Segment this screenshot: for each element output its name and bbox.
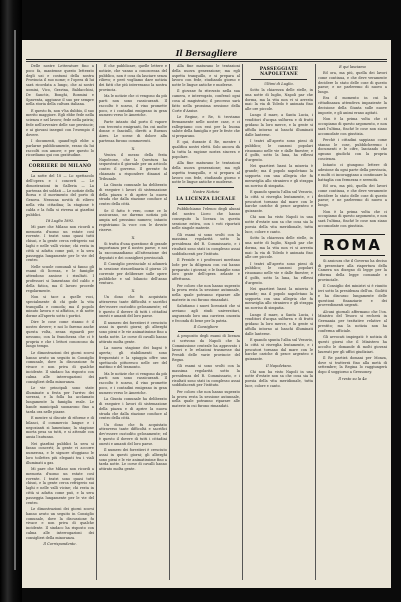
paragraph: Parte intanto dal porto il vapore con trecento emigranti, fra cui molte donne e fanciulli, diretti a Buenos Aires. Le scene di dolore alla partenza furono commoventi.: [99, 119, 167, 143]
paragraph: E quando spunta l'alba sul Vesuvio, la città si risveglia lentamente, e i pescatori tornano dal mare con le barche cariche di pesce argenteo e guizzante.: [245, 189, 313, 214]
column-separator: [169, 64, 170, 580]
paragraph: Mi pare che Milano non ricordi a memoria d'uomo un estate così rovente. I teatri sono quasi tutti chiusi, e la gente cerca refrigerio sui laghi e nelle valli vicine; chi resta in città si adatta come può, e la sera passeggia lungamente per le vie del centro.: [26, 224, 94, 263]
divider: [32, 160, 88, 161]
paragraph: Il Consiglio dei ministri si è riunito ieri sotto la presidenza dell'on. Giolitti e ha discusso lungamente delle questioni finanziarie e dei provvedimenti urgenti.: [318, 284, 387, 308]
paragraph: Perchè i cittadini sappiano come stanno le cose, pubblicheremo i documenti e le cifre, lasciando che ognuno giudichi con la propria coscienza.: [318, 137, 387, 162]
column-separator: [315, 64, 316, 580]
paragraph: Le vie principali sono state illuminate a festa per l'arrivo dei sovrani, e la folla ha acclamato lungamente la famiglia reale. Le bande municipali suonarono fino a tarda ora nelle piazze.: [26, 385, 94, 414]
paragraph: Gli esami si sono svolti con la massima regolarità sotto la presidenza del R. Commissario, e i risultati sono stati in complesso assai soddisfacenti per l'istituto.: [172, 232, 240, 256]
paragraph: Le dimostrazioni dei giorni scorsi hanno avuto un seguito in Consiglio comunale, dove la discussione fu vivace e non priva di qualche incidente. Il sindaco ha risposto con calma alle interrogazioni dei consiglieri della minoranza.: [26, 350, 94, 384]
paragraph: Chi non ha visto Napoli in una notte d'estate non sa che cosa sia la poesia della vita meridionale, tutta luce, colore e canto.: [245, 215, 313, 234]
paragraph: Non si tace a quelle voci, specialmente di chi gode la vita tranquilla e comoda; ma il popolo minuto lavora e si affatica, e di notte dorme all'aperto sotto i portici.: [26, 294, 94, 319]
section-mark: X: [131, 145, 135, 151]
paragraph: Lungo il mare, a Santa Lucia, i venditori d'acqua sulfurea e di frutti gridano la loro merce, e la gente si affolla intorno ai banchi illuminati dalle lanterne.: [245, 113, 313, 137]
paragraph: E mentre si discute di riforme e di bilanci, il commercio langue e i negozianti si lamentano; la stagione morta pesa su tutti, e si attende con ansia l'autunno.: [26, 416, 94, 440]
masthead-rule: [26, 59, 387, 60]
paragraph: Ma le notizie che ci vengono da più parti non sono rassicuranti. Il raccolto è scarso, il vino promette poco, e i contadini emigrano in gran numero verso le Americhe.: [99, 94, 167, 118]
book-binding: [0, 0, 22, 602]
paragraph: Le dimostrazioni dei giorni scorsi hanno avuto un seguito in Consiglio comunale, dove la discussione fu vivace e non priva di qualche incidente. Il sindaco ha risposto con calma alle interrogazioni dei consiglieri della minoranza.: [26, 506, 94, 540]
paragraph: Pubblichiamo l'elenco degli alunni del nostro Liceo che hanno conseguito la licenza in questa sessione estiva, con i voti riportati nelle singole materie.: [172, 207, 240, 231]
paragraph: Gli esami si sono svolti con la massima regolarità sotto la presidenza del R. Commissario, e i risultati sono stati in complesso assai soddisfacenti per l'istituto.: [172, 364, 240, 388]
paragraph: E questo fu, non v'ha dubbio, il suo merito maggiore. Egli ebbe fede nella scienza e nel lavoro; fede nella patria; fede nell'avvenire delle sue provincie; e ai giovani insegnò con l'esempio il dovere.: [26, 108, 94, 137]
paragraph: Sotto la chiarezza delle stelle, in una notte di luglio, Napoli par che dorma, ma la vita non vi si arresta mai: la via di Toledo è animata fino alle ore piccole.: [245, 88, 313, 112]
paragraph: Intanto ci giungono lettere di adesione da ogni parte della provincia, e molti ci incoraggiano a continuare la battaglia con fermezza e serenità.: [318, 163, 387, 182]
dateline: 18 Luglio 1892.: [45, 218, 75, 223]
masthead-rule-lower: [26, 61, 387, 62]
paragraph: Alla fine maturano le tentazioni della nuova generazione; ma egli aspetta tranquillo, e si prepara al lavoro con fede, studiando giorno e notte le lingue antiche e moderne.: [172, 161, 240, 185]
paragraph: Era il momento in cui la cittadinanza attendeva impaziente la decisione della Giunta sulle nuove imposte, e gli animi erano agitati.: [318, 96, 387, 115]
paragraph: La Giunta comunale ha deliberato di eseguire i lavori di sistemazione della piazza e di aprire la nuova strada che dalla stazione conduce al centro della città.: [99, 397, 167, 421]
paragraph: Per coloro che non hanno superato la prova resta la sessione autunnale, nella quale potranno riparare alle materie in cui furono rimandati.: [172, 389, 240, 409]
dateline: Ultimi di Luglio.: [264, 82, 294, 86]
paragraph: I teatri all'aperto sono pieni di pubblico; le canzoni popolari risuonano nelle vie e dalle finestre; e il golfo, sotto la luna, ha riflessi d'argento.: [245, 261, 313, 285]
paragraph: Delle nostre Letterature fino a poco fa, mantenne questo letterato degli usi e costumi della nostra Provincia il suo nome; e l'opera di lui sarà ricordata a lungo, che ai nostri uomini, Vico, Gravina, Baldacchini, De Sanctis, Bonghi, Rosmini e Spaventa, aggiunse il suo per sempre nella storia della cultura italiana.: [26, 64, 94, 107]
paragraph: Il giovane fu ritrovato nella sua camera, e interrogato, confessò ogni cosa al magistrato; il processo sarà fatto nella prossima sessione della Corte d'Assise.: [172, 89, 240, 113]
paragraph: Il Consiglio provinciale si adunerà in sessione straordinaria il giorno 25 corrente per deliberare sulle opere pubbliche e sul bilancio dell'anno venturo.: [99, 262, 167, 286]
paragraph: Chi non ha visto Napoli in una notte d'estate non sa che cosa sia la poesia della vita meridionale, tutta luce, colore e canto.: [245, 369, 313, 388]
divider: [251, 79, 307, 80]
paragraph: Ed ora, ma più, quella dei lavori come continua, e che deve veramente decidere lo stato delle cose di questo paese; e ne parleremo di nuovo a lungo.: [318, 184, 387, 208]
paragraph: Gli avvocati impiegati: è notizia di questi giorni che il Ministero ha accolto le domande di molti giovani laureati per gli uffici giudiziari.: [318, 335, 387, 354]
section-heading-roma: ROMA: [320, 234, 385, 256]
paragraph: Sotto la chiarezza delle stelle, in una notte di luglio, Napoli par che dorma, ma la vita non vi si arresta mai: la via di Toledo è animata fino alle ore piccole.: [245, 236, 313, 260]
paragraph: Un dono che fu acquistato attraverso tante difficoltà e sacrifici dev'essere custodito gelosamente; ed è questo il dovere di tutti i cittadini onesti e amanti del loro paese.: [99, 295, 167, 319]
paragraph: Il Preside e i professori meritano lode per la diligenza con cui hanno preparato i giovani; e le famiglie sono loro grate dell'opera zelante e affettuosa.: [172, 258, 240, 282]
section-mark: X: [131, 234, 135, 240]
column-4: [245, 64, 313, 580]
section-mark: X: [131, 288, 135, 294]
divider: [178, 331, 234, 332]
paragraph: E che pubblicare, quelle lettere e notizie, che vanno a conoscenza del pubblico, non è cosa da lasciare senza rilievo; e però vogliamo dare notizia dei fatti che più interessano la nostra provincia.: [99, 64, 167, 92]
paragraph: Alcuni giornali affermano che l'on. Ministro del Tesoro si recherà in Germania per trattative relative al prestito; ma la notizia non ha conferma ufficiale.: [318, 309, 387, 333]
paragraph: La notte del 18 — Lo spettacolo dell'opera e i concerti — Le dimostrazioni in Galleria — La partenza dei soldati — Le notizie della Borsa e il movimento del porto di Genova. Nessuna novità di rilievo nella vita cittadina; la stagione è calda e la folla si riversa ai giardini pubblici.: [26, 174, 94, 217]
paragraph: Lungo il mare, a Santa Lucia, i venditori d'acqua sulfurea e di frutti gridano la loro merce, e la gente si affolla intorno ai banchi illuminati dalle lanterne.: [245, 312, 313, 336]
signature: Il Consigliere: [193, 324, 219, 329]
column-separator: [242, 64, 243, 580]
paragraph: Non è la prima volta che ci occupiamo di questo argomento, e non sarà l'ultima, finché le cose non siano accomodate con giustizia.: [318, 117, 387, 136]
paragraph: Mi pare che Milano non ricordi a memoria d'uomo un estate così rovente. I teatri sono quasi tutti chiusi, e la gente cerca refrigerio sui laghi e nelle valli vicine; chi resta in città si adatta come può, e la sera passeggia lungamente per le vie del centro.: [26, 467, 94, 505]
column-5: [318, 64, 387, 580]
column-2: [99, 64, 167, 580]
paragraph: La Giunta comunale ha deliberato di eseguire i lavori di sistemazione della piazza e di aprire la nuova strada che dalla stazione conduce al centro della città.: [99, 183, 167, 207]
newspaper-page: [22, 40, 391, 588]
paragraph: Si tratta d'una questione di grande importanza per il nostro paese; e noi la raccomandiamo all'attenzione dei deputati e dei consiglieri provinciali.: [99, 241, 167, 260]
section-heading: LA LICENZA LICEALE: [176, 197, 236, 203]
section-heading: CORRIERE DI MILANO: [28, 164, 92, 170]
paragraph: Le Regine, e Re, ti troviamo fermamente nelle nostre case, e ci rallegriamo con essi per la buona salute della famiglia e per le feste che si preparano.: [172, 114, 240, 139]
paragraph: Alla fine maturano le tentazioni della nuova generazione; ma egli aspetta tranquillo, e si prepara al lavoro con fede, studiando giorno e notte le lingue antiche e moderne.: [172, 64, 240, 88]
paragraph: I teatri all'aperto sono pieni di pubblico; le canzoni popolari risuonano nelle vie e dalle finestre; e il golfo, sotto la luna, ha riflessi d'argento.: [245, 138, 313, 163]
paragraph: Non è la prima volta che ci occupiamo di questo argomento, e non sarà l'ultima, finché le cose non siano accomodate con giustizia.: [318, 209, 387, 228]
paragraph: A proposito degli esami di licenza ci scrivono da Napoli che la Commissione centrale ha approvato i lavori e le relazioni trasmesse dai Presidi delle varie provincie del Regno.: [172, 333, 240, 362]
paragraph: Veniva il mezzo della festa Napoleone, che la Questura ha sequestrato il giornale per un articolo contro il governo. Il gerente fu chiamato a rispondere dinanzi al Tribunale.: [99, 152, 167, 181]
paragraph: Ed ora, ma più, quella dei lavori come continua, e che deve veramente decidere lo stato delle cose di questo paese; e ne parleremo di nuovo a lungo.: [318, 71, 387, 95]
paragraph: Un dono che fu acquistato attraverso tante difficoltà e sacrifici dev'essere custodito gelosamente; ed è questo il dovere di tutti i cittadini onesti e amanti del loro paese.: [99, 422, 167, 446]
signature: Il Napoletano.: [266, 363, 292, 368]
paragraph: La nuova stagione dei bagni è aperta; gli stabilimenti sono frequentati e la spiaggia offre uno spettacolo pittoresco nelle ore del mattino e del tramonto.: [99, 346, 167, 370]
section-subheading: E qui lasciamo: [339, 65, 366, 69]
divider: [32, 171, 88, 172]
paragraph: Se il fatto è vero, come ce lo assicurano, ne daremo notizia più ampia nel prossimo numero; intanto registriamo la voce con le dovute riserve.: [99, 208, 167, 232]
section-subheading: Nostre Notizie: [192, 190, 220, 195]
masthead-title: Il Bersagliere: [175, 48, 238, 58]
paragraph: I documenti, quand'egli ebbe a parlarne pubblicamente, erano da lui raccolti con amore; e per questo lo ricordiamo qui con gratitudine.: [26, 138, 94, 158]
signature: Il Corrispondente.: [43, 542, 77, 547]
section-heading: PASSEGGIATE NAPOLETANE: [259, 67, 299, 77]
paragraph: Si assicura che il Governo ha deciso di presentare alla riapertura della Camera un disegno di legge per la riforma della legge comunale e provinciale.: [318, 258, 387, 282]
column-3: [172, 64, 240, 580]
divider: [178, 204, 234, 205]
paragraph: E qui, durante il Re, mentre i qualifica nostri eletti. Solo ancora dà la tutta la ragione nostra sincera e popolare.: [172, 140, 240, 159]
paragraph: Nei giardini pubblici la sera si fanno concerti; la gente vi accorre numerosa, e le signore sfoggiano le loro toilettes più eleganti tra i viali illuminati a gas.: [26, 441, 94, 465]
paragraph: Nei quartieri bassi la miseria è grande; ma il popolo napoletano la sopporta con una allegria che fa meraviglia allo straniero e gli strappa un sorriso di simpatia.: [245, 164, 313, 188]
column-separator: [96, 64, 97, 580]
paragraph: Il numero dei forestieri è cresciuto assai in questi giorni; gli alberghi sono pieni e le vie animatissime fino a tarda notte. Le corse di cavalli hanno attirato molta gente.: [99, 448, 167, 472]
paragraph: E quando spunta l'alba sul Vesuvio, la città si risveglia lentamente, e i pescatori tornano dal mare con le barche cariche di pesce argenteo e guizzante.: [245, 338, 313, 362]
paragraph: Salutiamo i nuovi licenziati che si avviano agli studi universitari, augurando loro una carriera onorata e feconda di bene per la patria.: [172, 304, 240, 323]
paragraph: Nei quartieri bassi la miseria è grande; ma il popolo napoletano la sopporta con una allegria che fa meraviglia allo straniero e gli strappa un sorriso di simpatia.: [245, 287, 313, 311]
paragraph: Per coloro che non hanno superato la prova resta la sessione autunnale, nella quale potranno riparare alle materie in cui furono rimandati.: [172, 283, 240, 302]
column-1: [26, 64, 94, 580]
paragraph: Il Re partirà domani per Monza, dove si tratterrà fino alla metà di settembre; la Regina lo raggiungerà dopo il soggiorno a Gressoney.: [318, 355, 387, 375]
paragraph: Ma le notizie che ci vengono da più parti non sono rassicuranti. Il raccolto è scarso, il vino promette poco, e i contadini emigrano in gran numero verso le Americhe.: [99, 371, 167, 395]
paragraph: Dire le cose come stanno è il nostro dovere; e noi lo faremo anche questa volta, senza riguardi per nessuno, con la franchezza che ci è propria e che i lettori conoscono da lungo tempo.: [26, 320, 94, 349]
divider: [178, 187, 234, 188]
continuation-note: Il resto su la 4a: [338, 376, 367, 381]
paragraph: Nelle scuole comunali si fanno gli esami di licenza, e le famiglie attendono ansiose i risultati. I professori si lamentano del caldo e della fatica, ma il lavoro procede regolarmente.: [26, 264, 94, 293]
paragraph: Il numero dei forestieri è cresciuto assai in questi giorni; gli alberghi sono pieni e le vie animatissime fino a tarda notte. Le corse di cavalli hanno attirato molta gente.: [99, 320, 167, 344]
